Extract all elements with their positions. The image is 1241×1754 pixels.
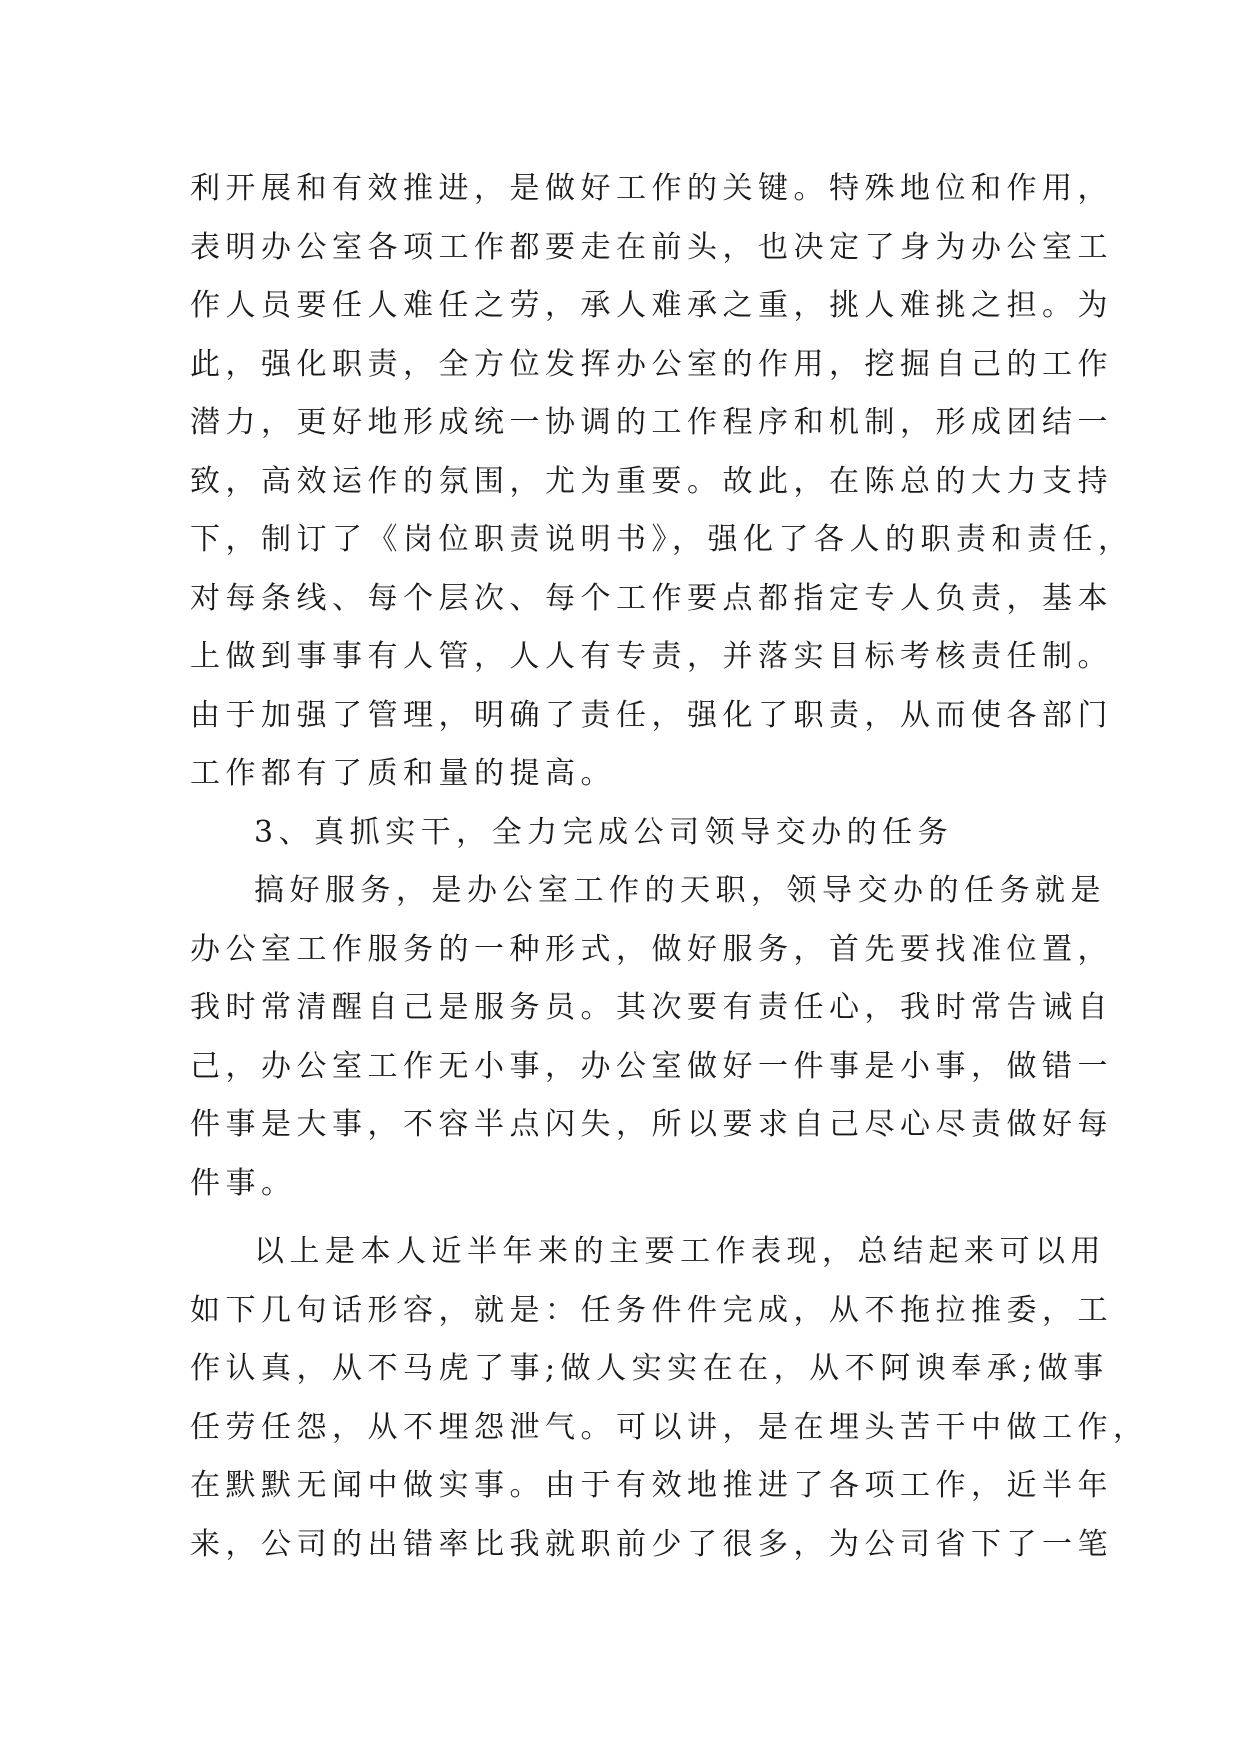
text-line: 致，高效运作的氛围，尤为重要。故此，在陈总的大力支持 [190, 463, 1113, 499]
text-line: 此，强化职责，全方位发挥办公室的作用，挖掘自己的工作 [190, 346, 1113, 382]
text-line: 在默默无闻中做实事。由于有效地推进了各项工作，近半年 [190, 1468, 1113, 1503]
text-line: 如下几句话形容，就是：任务件件完成，从不拖拉推委，工 [190, 1292, 1113, 1328]
paragraph-1 [190, 160, 1134, 804]
paragraph-2 [190, 862, 1113, 1213]
text-line: 作认真，从不马虎了事;做人实实在在，从不阿谀奉承;做事 [190, 1351, 1109, 1386]
section-heading: 3、真抓实干，全力完成公司领导交办的任务 [254, 814, 954, 850]
text-line: 潜力，更好地形成统一协调的工作程序和机制，形成团结一 [190, 405, 1113, 440]
text-line: 表明办公室各项工作都要走在前头，也决定了身为办公室工 [190, 229, 1113, 265]
text-line: 件事是大事，不容半点闪失，所以要求自己尽心尽责做好每 [190, 1107, 1113, 1142]
text-line: 作人员要任人难任之劳，承人难承之重，挑人难挑之担。为 [190, 288, 1113, 323]
text-line: 下，制订了《岗位职责说明书》，强化了各人的职责和责任， [190, 522, 1134, 557]
text-line: 己，办公室工作无小事，办公室做好一件事是小事，做错一 [190, 1048, 1113, 1084]
text-line: 任劳任怨，从不埋怨泄气。可以讲，是在埋头苦干中做工作， [190, 1409, 1149, 1445]
paragraph-gap [190, 1213, 1070, 1223]
document-body [190, 160, 1149, 1574]
paragraph-3 [190, 1223, 1149, 1574]
text-line: 工作都有了质和量的提高。 [190, 756, 616, 791]
text-line: 办公室工作服务的一种形式，做好服务，首先要找准位置， [190, 931, 1113, 967]
text-line: 利开展和有效推进，是做好工作的关键。特殊地位和作用， [190, 171, 1113, 206]
text-line: 搞好服务，是办公室工作的天职，领导交办的任务就是 [254, 873, 1106, 908]
text-line: 由于加强了管理，明确了责任，强化了职责，从而使各部门 [190, 697, 1113, 733]
text-line: 以上是本人近半年来的主要工作表现，总结起来可以用 [254, 1234, 1106, 1269]
text-line: 来，公司的出错率比我就职前少了很多，为公司省下了一笔 [190, 1526, 1113, 1562]
text-line: 件事。 [190, 1165, 297, 1201]
text-line: 我时常清醒自己是服务员。其次要有责任心，我时常告诫自 [190, 990, 1113, 1025]
text-line: 对每条线、每个层次、每个工作要点都指定专人负责，基本 [190, 580, 1113, 616]
text-line: 上做到事事有人管，人人有专责，并落实目标考核责任制。 [190, 639, 1113, 674]
